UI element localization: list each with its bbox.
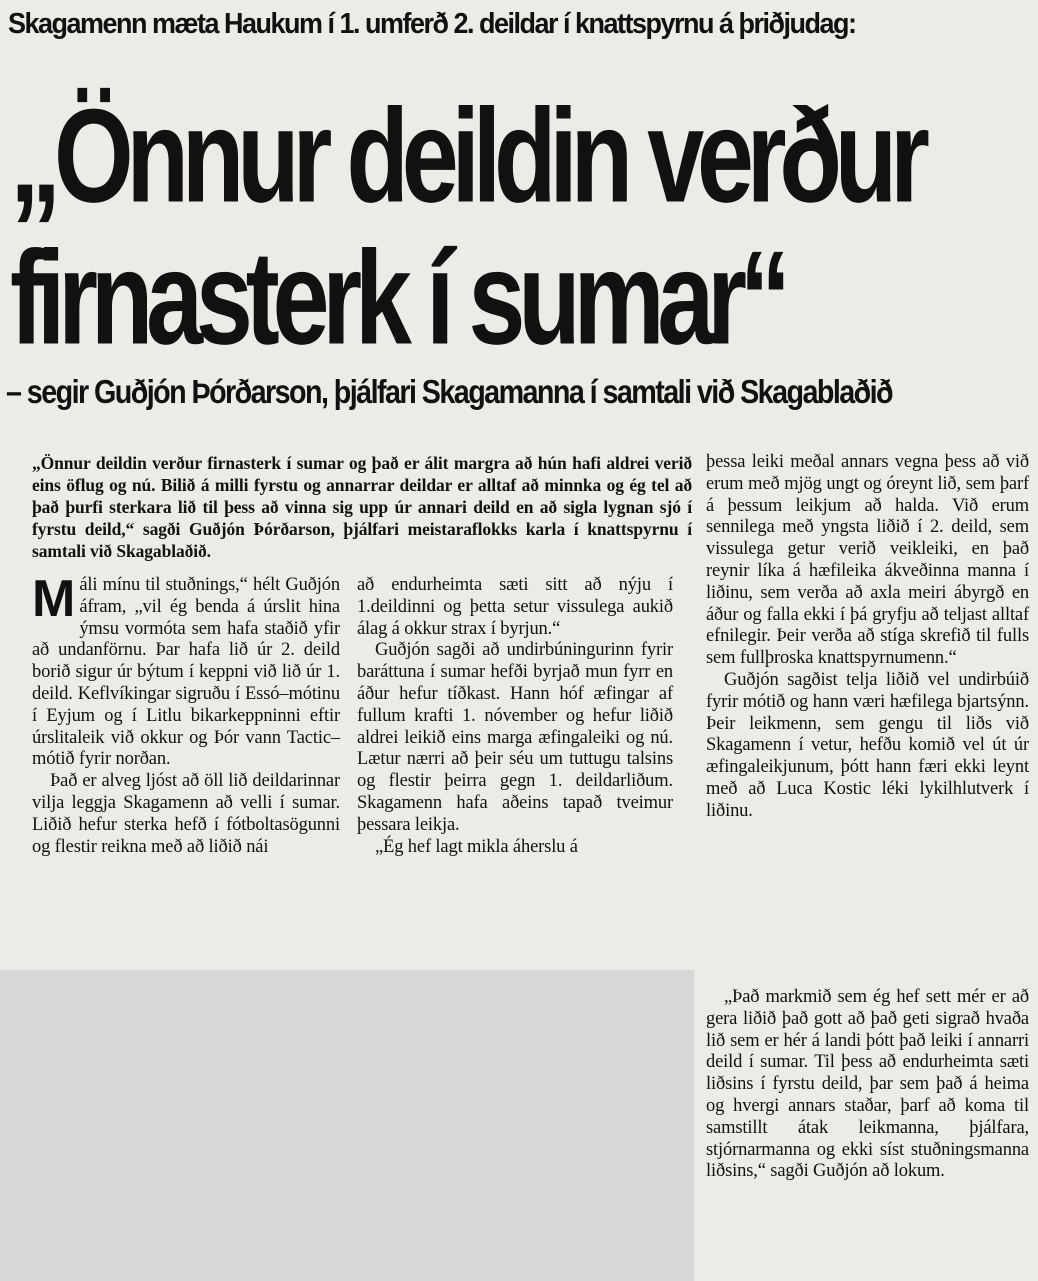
intro-paragraph: „Önnur deildin verður firnasterk í sumar og það er álit margra að hún hafi aldrei verið eins öflug og nú. Bilið á milli fyrstu og annarrar deildar er alltaf að minnka og ég tel að það þurfi sterkara lið til þess að vinna sig upp úr annari deild en að sigla lygnan sjó í fyrstu deild,“ sagði Guðjón Þórðarson, þjálfari meistaraflokks karla í knattspyrnu í samtali við Skagablaðið. bbox=[32, 453, 692, 561]
paragraph: þessa leiki meðal annars vegna þess að við erum með mjög ungt og óreynt lið, sem þarf á þessum leikjum að halda. Við erum sennilega með yngsta liðið í 2. deild, sem vissulega getur verið veikleiki, en það reynir líka á hæfileika ákveðinna manna í liðinu, sem verða að axla meiri ábyrgð en áður og falla ekki í þá gryfju að teljast alltaf efnilegir. Þeir verða að stíga skrefið til fulls sem fullþroska knattspyrnumenn.“ bbox=[706, 452, 1029, 669]
headline-line-1: „Önnur deildin verður bbox=[10, 81, 923, 231]
article-column-2 bbox=[357, 575, 673, 858]
paragraph: að endurheimta sæti sitt að nýju í 1.deildinni og þetta setur vissulega aukið álag á okkur strax í byrjun.“ bbox=[357, 575, 673, 639]
paragraph-text: áli mínu til stuðnings,“ hélt Guðjón áfram, „vil ég benda á úrslit hina ýmsu vormóta sem hafa staðið yfir að undanförnu. Þar hafa lið úr 2. deild borið sigur úr býtum í keppni við lið úr 1. deild. Keflvíkingar sigruðu í Essó–mótinu í Eyjum og í Litlu bikarkeppninni eftir úrslitaleik við okkur og Þór vann Tactic–mótið fyrir norðan. bbox=[32, 575, 340, 770]
subheadline: – segir Guðjón Þórðarson, þjálfari Skagamanna í samtali við Skagablaðið bbox=[6, 373, 892, 410]
paragraph bbox=[32, 570, 340, 771]
article-column-3 bbox=[706, 452, 1029, 823]
drop-cap: M bbox=[32, 570, 74, 628]
paragraph: „Ég hef lagt mikla áherslu á bbox=[375, 836, 578, 857]
blank-area bbox=[0, 970, 694, 1281]
kicker: Skagamenn mæta Haukum í 1. umferð 2. deildar í knattspyrnu á þriðjudag: bbox=[8, 8, 856, 40]
headline-line-2: firnasterk í sumar“ bbox=[10, 223, 784, 373]
article-column-3-continued bbox=[706, 987, 1029, 1183]
paragraph: Guðjón sagði að undirbúningurinn fyrir baráttuna í sumar hefði byrjað mun fyrr en áður hefur tíðkast. Hann hóf æfingar af fullum krafti 1. nóvember og hefur liðið aldrei leikið eins marga æfingaleiki og nú. Lætur nærri að þeir séu um tuttugu talsins og flestir þeirra gegn 1. deildarliðum. Skagamenn hafa aðeins tapað tveimur þessara leikja. bbox=[357, 640, 673, 835]
paragraph: Það er alveg ljóst að öll lið deildarinnar vilja leggja Skagamenn að velli í sumar. Liðið hefur sterka hefð í fótboltasögunni og flestir reikna með að liðið nái bbox=[32, 771, 340, 857]
paragraph: Guðjón sagðist telja liðið vel undirbúið fyrir mótið og hann væri hæfilega bjartsýnn. Þeir leikmenn, sem gengu til liðs við Skagamenn í vetur, hefðu komið vel út úr æfingaleikjunum, þótt hann færi ekki leynt með að Luca Kostic léki lykilhlutverk í liðinu. bbox=[706, 669, 1029, 821]
paragraph: „Það markmið sem ég hef sett mér er að gera liðið það gott að það geti sigrað hvaða lið sem er hér á landi þótt það leiki í annarri deild í sumar. Til þess að endurheimta sæti liðsins í fyrstu deild, þar sem það á heima og hvergi annars staðar, þarf að koma til samstillt átak leikmanna, þjálfara, stjórnarmanna og ekki síst stuðningsmanna liðsins,“ sagði Guðjón að lokum. bbox=[706, 987, 1029, 1182]
article-column-1 bbox=[32, 570, 340, 858]
